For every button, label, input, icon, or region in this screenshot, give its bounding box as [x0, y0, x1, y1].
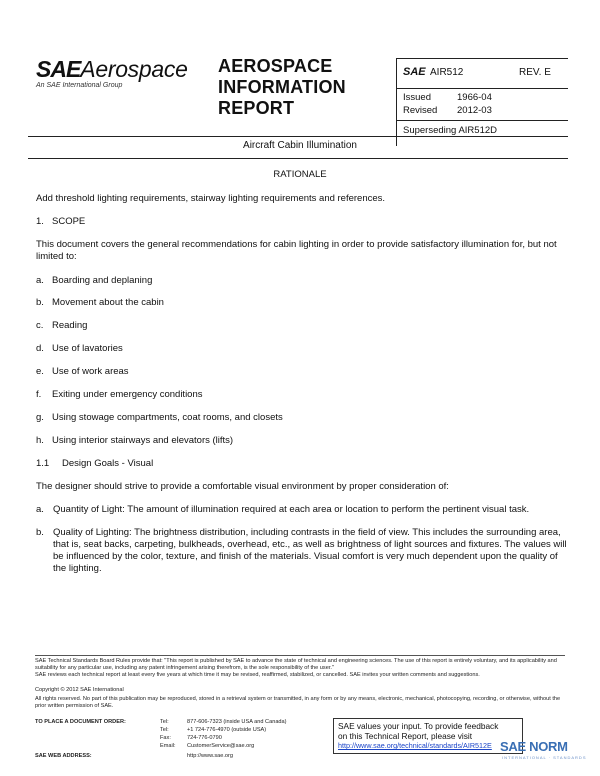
- footer-rule: [35, 655, 565, 656]
- revised-row: Revised 2012-03: [403, 105, 492, 116]
- email-link[interactable]: CustomerService@sae.org: [187, 743, 255, 749]
- list-item: e. Use of work areas: [36, 366, 129, 377]
- footer-disclaimer: SAE Technical Standards Board Rules provide that: "This report is published by SAE to advance the state of technical and engineering sciences. The use of this report is entirely voluntary, and its applicability and suitability for any particular use, including any patent infringement arising therefrom, is the sole responsibility of the user.": [35, 658, 557, 671]
- scope-heading: 1. SCOPE: [36, 216, 86, 227]
- footer-review-note: SAE reviews each technical report at least every five years at which time it may be revised, reaffirmed, stabilized, or cancelled. SAE invites your written comments and suggestions.: [35, 672, 480, 678]
- section-heading: 1.1 Design Goals - Visual: [36, 458, 154, 469]
- list-item: c. Reading: [36, 320, 88, 331]
- sae-aerospace-logo: [36, 58, 188, 89]
- title-rule-top: [28, 136, 568, 137]
- web-address-link[interactable]: http://www.sae.org: [187, 753, 234, 759]
- document-type: AEROSPACE INFORMATION REPORT: [218, 56, 346, 118]
- feedback-box: SAE values your input. To provide feedback on this Technical Report, please visit http://www.sae.org/technical/standards/AIR512E: [333, 718, 523, 754]
- logo-aerospace-text: Aerospace: [80, 56, 188, 82]
- feedback-link[interactable]: http://www.sae.org/technical/standards/AIR512E: [338, 741, 492, 750]
- sae-mark: SAE: [403, 66, 426, 78]
- superseding: Superseding AIR512D: [403, 125, 498, 136]
- rationale-text: Add threshold lighting requirements, stairway lighting requirements and references.: [36, 193, 386, 204]
- header-box-rule-2: [396, 120, 568, 121]
- list-item: f. Exiting under emergency conditions: [36, 389, 203, 400]
- logo-tagline: An SAE International Group: [36, 82, 123, 89]
- header-box-top: [396, 58, 568, 59]
- header-box-rule: [396, 88, 568, 89]
- document-number: AIR512: [430, 67, 464, 78]
- section-text: The designer should strive to provide a comfortable visual environment by proper consideration of:: [36, 481, 449, 492]
- title-rule-bottom: [28, 158, 568, 159]
- footer-copyright: Copyright © 2012 SAE International: [35, 687, 124, 693]
- rationale-heading: RATIONALE: [273, 169, 327, 180]
- list-item: g. Using stowage compartments, coat rooms, and closets: [36, 412, 283, 423]
- list-item: b. Movement about the cabin: [36, 297, 164, 308]
- footer-rights: All rights reserved. No part of this publication may be reproduced, stored in a retrieval system or transmitted, in any form or by any means, electronic, mechanical, photocopying, recording, or otherwise, without the prior written permission of SAE.: [35, 696, 561, 709]
- sae-norm-watermark: SAE NORM INTERNATIONAL · STANDARDS: [500, 739, 587, 760]
- header-divider: [396, 58, 397, 146]
- list-item: a. Boarding and deplaning: [36, 275, 153, 286]
- list-item: h. Using interior stairways and elevators (lifts): [36, 435, 234, 446]
- logo-sae-text: SAE: [36, 56, 81, 82]
- document-title: Aircraft Cabin Illumination: [243, 140, 357, 151]
- goal-item-a: a. Quantity of Light: The amount of illumination required at each area or location to perform the pertinent visual task.: [36, 504, 530, 515]
- order-contacts: TO PLACE A DOCUMENT ORDER: Tel: 877-606-7323 (inside USA and Canada) Tel: +1 724-776-4970 (outside USA) Fax: 724-776-0790 Email: CustomerService@sae.org SAE WEB ADDRESS: http://www.sae.org: [35, 719, 287, 759]
- revision: REV. E: [519, 67, 551, 78]
- issued-row: Issued 1966-04: [403, 92, 492, 103]
- list-item: d. Use of lavatories: [36, 343, 123, 354]
- scope-text: This document covers the general recommendations for cabin lighting in order to provide satisfactory illumination for, but not limited to:: [36, 239, 557, 262]
- goal-item-b: b. Quality of Lighting: The brightness distribution, including contrasts in the field of view. This includes the surrounding area, that is, seat backs, carpeting, bulkheads, overhead, etc., as well as brightness of light sources and fixtures. The values will be influenced by the color, texture, and finish of the materials. Visual comfort is very much dependent upon the quality of the lighting.: [36, 527, 567, 574]
